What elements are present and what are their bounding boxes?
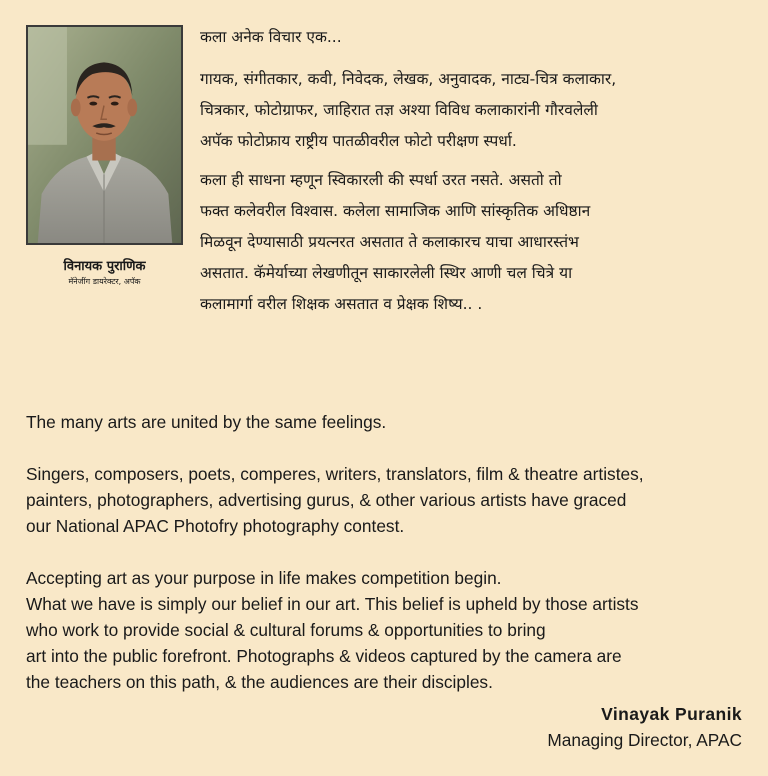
- signature-title: Managing Director, APAC: [547, 730, 742, 750]
- photo-caption-name: विनायक पुराणिक: [63, 259, 146, 274]
- marathi-heading: कला अनेक विचार एक...: [200, 28, 342, 46]
- text-line: What we have is simply our belief in our art. This belief is upheld by those artists: [26, 594, 639, 614]
- text-line: Accepting art as your purpose in life makes competition begin.: [26, 568, 502, 588]
- text-line: मिळवून देण्यासाठी प्रयत्नरत असतात ते कलाकारच याचा आधारस्तंभ: [200, 233, 579, 251]
- text-line: चित्रकार, फोटोग्राफर, जाहिरात तज्ञ अश्या विविध कलाकारांनी गौरवलेली: [200, 101, 598, 119]
- text-line: the teachers on this path, & the audiences are their disciples.: [26, 672, 493, 692]
- text-line: art into the public forefront. Photographs & videos captured by the camera are: [26, 646, 622, 666]
- signature-name: Vinayak Puranik: [601, 704, 742, 724]
- text-line: असतात. कॅमेर्याच्या लेखणीतून साकारलेली स्थिर आणी चल चित्रे या: [200, 264, 573, 282]
- text-line: कला ही साधना म्हणून स्विकारली की स्पर्धा उरत नसते. असतो तो: [200, 171, 562, 189]
- marathi-text-block: [200, 22, 760, 320]
- english-paragraph-2: [26, 461, 756, 539]
- english-paragraph-3: [26, 565, 756, 695]
- photo-caption-title: मॅनेजींग डायरेक्टर, अपॅक: [68, 277, 141, 286]
- marathi-paragraph-1: [200, 64, 760, 157]
- text-line: अपॅक फोटोफ्राय राष्ट्रीय पातळीवरील फोटो परीक्षण स्पर्धा.: [200, 132, 517, 150]
- portrait-illustration: [28, 27, 181, 243]
- english-line-1: The many arts are united by the same feelings.: [26, 412, 387, 432]
- text-line: our National APAC Photofry photography contest.: [26, 516, 405, 536]
- text-line: गायक, संगीतकार, कवी, निवेदक, लेखक, अनुवादक, नाट्य-चित्र कलाकार,: [200, 70, 617, 88]
- text-line: who work to provide social & cultural forums & opportunities to bring: [26, 620, 546, 640]
- english-text-block: [26, 409, 756, 695]
- text-line: कलामार्गा वरील शिक्षक असतात व प्रेक्षक शिष्य.. .: [200, 295, 483, 313]
- profile-photo: [26, 25, 183, 245]
- text-line: painters, photographers, advertising gurus, & other various artists have graced: [26, 490, 627, 510]
- text-line: Singers, composers, poets, comperes, writers, translators, film & theatre artistes,: [26, 464, 644, 484]
- text-line: फक्त कलेवरील विश्वास. कलेला सामाजिक आणि सांस्कृतिक अधिष्ठान: [200, 202, 591, 220]
- marathi-paragraph-2: [200, 165, 760, 320]
